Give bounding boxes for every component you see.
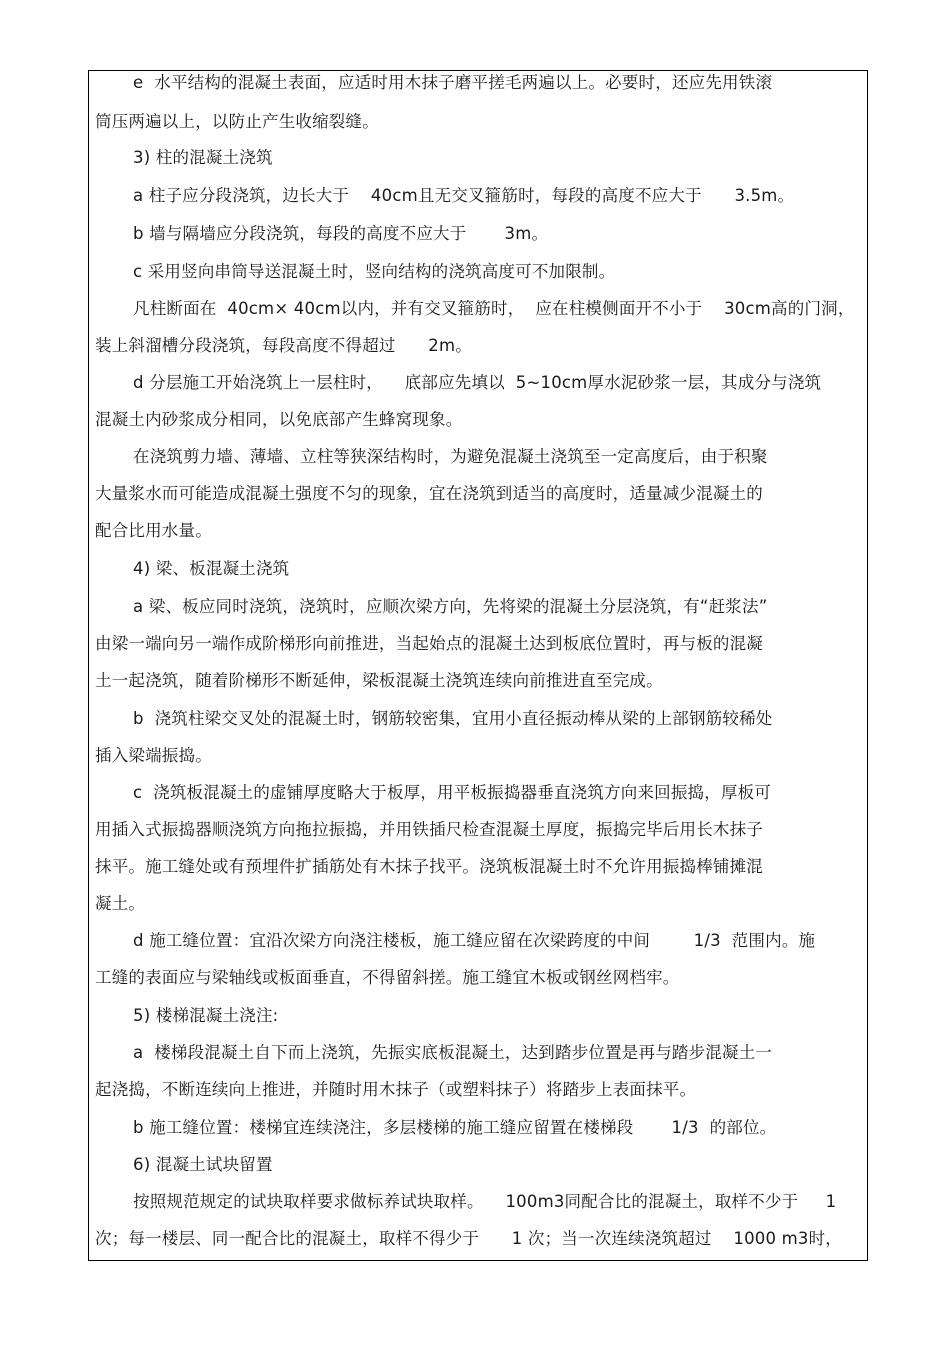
section-heading: 6) 混凝土试块留置 <box>133 1155 273 1174</box>
text-line: d 分层施工开始浇筑上一层柱时， 底部应先填以 5~10cm厚水泥砂浆一层，其成分与浇筑 <box>133 373 822 392</box>
text-line: 工缝的表面应与梁轴线或板面垂直，不得留斜搓。施工缝宜木板或钢丝网档牢。 <box>95 968 680 987</box>
text-line: b 墙与隔墙应分段浇筑，每段的高度不应大于 3m。 <box>133 224 549 243</box>
section-heading: 4) 梁、板混凝土浇筑 <box>133 559 290 578</box>
section-heading: 5) 楼梯混凝土浇注: <box>133 1006 279 1025</box>
text-line: 筒压两遍以上，以防止产生收缩裂缝。 <box>95 112 379 131</box>
text-line: e 水平结构的混凝土表面，应适时用木抹子磨平搓毛两遍以上。必要时，还应先用铁滚 <box>133 73 773 92</box>
section-heading: 3) 柱的混凝土浇筑 <box>133 148 273 167</box>
text-line: c 浇筑板混凝土的虚铺厚度略大于板厚，用平板振捣器垂直浇筑方向来回振捣，厚板可 <box>133 783 772 802</box>
text-line: a 柱子应分段浇筑，边长大于 40cm且无交叉箍筋时，每段的高度不应大于 3.5m。 <box>133 186 795 205</box>
text-line: 插入梁端振捣。 <box>95 746 212 765</box>
text-line: 装上斜溜槽分段浇筑，每段高度不得超过 2m。 <box>95 336 472 355</box>
text-line: d 施工缝位置：宜沿次梁方向浇注楼板，施工缝应留在次梁跨度的中间 1/3 范围内。施 <box>133 931 816 950</box>
text-line: 起浇捣，不断连续向上推进，并随时用木抹子（或塑料抹子）将踏步上表面抹平。 <box>95 1080 697 1099</box>
text-line: 土一起浇筑，随着阶梯形不断延伸，梁板混凝土浇筑连续向前推进直至完成。 <box>95 671 663 690</box>
text-line: 配合比用水量。 <box>95 521 212 540</box>
text-line: 在浇筑剪力墙、薄墙、立柱等狭深结构时，为避免混凝土浇筑至一定高度后，由于积聚 <box>133 447 768 466</box>
text-line: 次；每一楼层、同一配合比的混凝土，取样不得少于 1 次；当一次连续浇筑超过 1000 m3时， <box>95 1229 842 1248</box>
text-line: 混凝土内砂浆成分相同，以免底部产生蜂窝现象。 <box>95 410 463 429</box>
text-line: 凡柱断面在 40cm× 40cm以内，并有交叉箍筋时， 应在柱模侧面开不小于 30cm高的门洞， <box>133 299 855 318</box>
text-line: 由梁一端向另一端作成阶梯形向前推进，当起始点的混凝土达到板底位置时，再与板的混凝 <box>95 634 763 653</box>
text-line: b 施工缝位置：楼梯宜连续浇注，多层楼梯的施工缝应留置在楼梯段 1/3 的部位。 <box>133 1118 777 1137</box>
text-line: 凝土。 <box>95 894 146 913</box>
text-line: 用插入式振捣器顺浇筑方向拖拉振捣，并用铁插尺检查混凝土厚度，振捣完毕后用长木抹子 <box>95 820 763 839</box>
text-line: 大量浆水而可能造成混凝土强度不匀的现象，宜在浇筑到适当的高度时，适量减少混凝土的 <box>95 484 763 503</box>
text-line: a 梁、板应同时浇筑，浇筑时，应顺次梁方向，先将梁的混凝土分层浇筑，有“赶浆法” <box>133 597 768 616</box>
text-line: a 楼梯段混凝土自下而上浇筑，先振实底板混凝土，达到踏步位置是再与踏步混凝土一 <box>133 1043 773 1062</box>
text-line: c 采用竖向串筒导送混凝土时，竖向结构的浇筑高度可不加限制。 <box>133 262 616 281</box>
text-line: 抹平。施工缝处或有预埋件扩插筋处有木抹子找平。浇筑板混凝土时不允许用振捣棒铺摊混 <box>95 857 763 876</box>
text-line: 按照规范规定的试块取样要求做标养试块取样。 100m3同配合比的混凝土，取样不少于 1 <box>133 1192 837 1211</box>
text-line: b 浇筑柱梁交叉处的混凝土时，钢筋较密集，宜用小直径振动棒从梁的上部钢筋较稀处 <box>133 709 773 728</box>
